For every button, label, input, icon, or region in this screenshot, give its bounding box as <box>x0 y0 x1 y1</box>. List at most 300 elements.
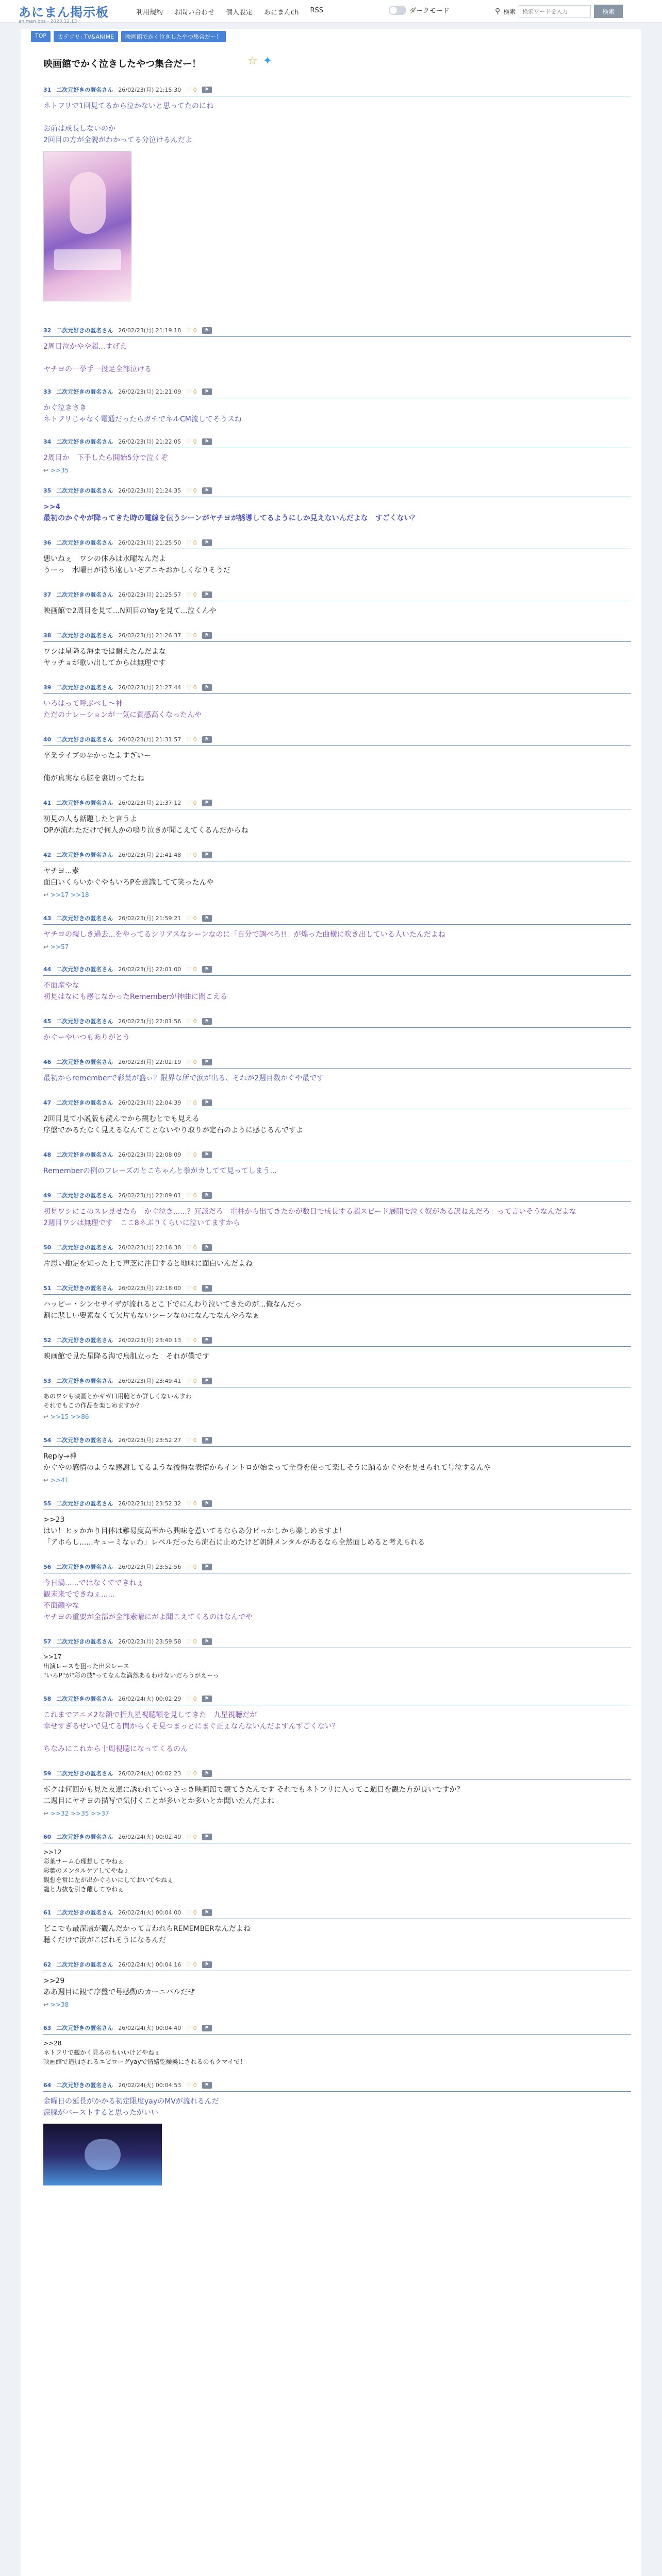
like-count: 0 <box>193 1770 197 1777</box>
post-item <box>43 965 631 1003</box>
post-number[interactable]: 43 <box>43 914 52 922</box>
reply-refs[interactable] <box>43 464 631 474</box>
post-number[interactable]: 47 <box>43 1099 52 1106</box>
post-number[interactable]: 54 <box>43 1436 52 1444</box>
logo-subtitle: animan bbs - 2023.12.13 <box>19 19 77 24</box>
reply-links[interactable]: >>41 <box>50 1477 69 1484</box>
site-logo[interactable] <box>19 2 109 24</box>
title-actions <box>247 55 272 67</box>
like-count: 0 <box>193 799 197 806</box>
report-button[interactable]: ⚑ <box>202 487 212 494</box>
like-count: 0 <box>193 327 197 334</box>
post-date: 26/02/23(月) 23:40:13 <box>118 1337 181 1344</box>
like-button[interactable] <box>186 1285 196 1292</box>
heart-icon: ♡ <box>186 1695 192 1702</box>
post-item <box>43 1377 631 1420</box>
report-button[interactable]: ⚑ <box>202 1244 212 1251</box>
heart-icon: ♡ <box>186 914 192 922</box>
post-number[interactable]: 42 <box>43 851 52 858</box>
toggle-track[interactable] <box>389 6 406 15</box>
post-header <box>43 851 631 861</box>
heart-icon: ♡ <box>186 327 192 334</box>
like-button[interactable] <box>186 1500 196 1507</box>
dark-mode-toggle[interactable] <box>389 5 449 15</box>
post-author: 二次元好きの匿名さん <box>56 539 113 546</box>
report-button[interactable]: ⚑ <box>202 87 212 93</box>
post-number[interactable]: 58 <box>43 1695 52 1702</box>
report-button[interactable]: ⚑ <box>202 1834 212 1840</box>
post-header <box>43 1436 631 1447</box>
heart-icon: ♡ <box>186 1961 192 1968</box>
post-date: 26/02/23(月) 22:18:00 <box>118 1285 181 1292</box>
post-number[interactable]: 61 <box>43 1909 52 1916</box>
post-body: どこでも最深層が観んだかって言われらREMEMBERなんだよね 聴くだけで涙がこぼれそうになるんだ <box>43 1925 251 1944</box>
reply-refs[interactable] <box>43 940 631 951</box>
like-count: 0 <box>193 86 197 93</box>
heart-icon: ♡ <box>186 1099 192 1106</box>
toggle-knob <box>390 7 397 14</box>
report-button[interactable]: ⚑ <box>202 852 212 858</box>
report-button[interactable]: ⚑ <box>202 1018 212 1025</box>
post-number[interactable]: 33 <box>43 388 52 395</box>
reply-links[interactable]: >>38 <box>50 2001 69 2008</box>
post-header <box>43 1098 631 1109</box>
post-body: かぐ泣きさき ネトフリじゃなく電通だったらガチでネルCM流してそうスね <box>43 404 242 423</box>
post-date: 26/02/24(火) 00:04:00 <box>118 1909 181 1916</box>
like-count: 0 <box>193 1638 197 1645</box>
twitter-icon[interactable]: ✦ <box>262 55 273 67</box>
post-item <box>43 2081 631 2185</box>
post-date: 26/02/23(月) 21:24:35 <box>118 487 181 494</box>
post-item <box>43 1960 631 2008</box>
post-item <box>43 1637 631 1680</box>
nav-animanch-link[interactable]: あにまんch <box>264 9 299 16</box>
heart-icon: ♡ <box>186 2024 192 2031</box>
like-button[interactable] <box>186 1834 196 1840</box>
heart-icon: ♡ <box>186 965 192 973</box>
post-date: 26/02/23(月) 21:25:57 <box>118 591 181 598</box>
heart-icon: ♡ <box>186 539 192 546</box>
post-number[interactable]: 40 <box>43 736 52 743</box>
post-author: 二次元好きの匿名さん <box>56 1099 113 1106</box>
like-button[interactable] <box>186 1337 196 1344</box>
post-header <box>43 326 631 337</box>
post-author: 二次元好きの匿名さん <box>56 915 113 922</box>
like-count: 0 <box>193 736 197 743</box>
post-number[interactable]: 51 <box>43 1284 52 1292</box>
report-button[interactable]: ⚑ <box>202 1961 212 1968</box>
report-button[interactable]: ⚑ <box>202 388 212 395</box>
post-item <box>43 1499 631 1548</box>
poster-logo <box>54 249 121 270</box>
report-button[interactable]: ⚑ <box>202 966 212 973</box>
reply-arrow-icon: ↩ <box>43 1810 49 1817</box>
post-list <box>43 86 631 2201</box>
like-count: 0 <box>193 914 197 922</box>
like-button[interactable] <box>186 1018 196 1025</box>
post-header <box>43 1960 631 1971</box>
heart-icon: ♡ <box>186 1151 192 1158</box>
post-body: 映画館で2周目を見て...N回目のYayを見て...泣くんや <box>43 607 217 615</box>
heart-icon: ♡ <box>186 487 192 494</box>
like-button[interactable] <box>186 632 196 639</box>
post-body: ヤチヨの親しき過去...をやってるシリアスなシーンなのに「自分で調べろ!!」が煌った曲横に吹き出している人いたんだよね <box>43 930 445 939</box>
like-button[interactable] <box>186 1151 196 1158</box>
like-button[interactable] <box>186 1696 196 1702</box>
like-button[interactable] <box>186 1961 196 1968</box>
like-count: 0 <box>193 965 197 973</box>
post-number[interactable]: 44 <box>43 965 52 973</box>
reply-arrow-icon: ↩ <box>43 467 49 474</box>
like-button[interactable] <box>186 1564 196 1570</box>
post-date: 26/02/23(月) 23:52:56 <box>118 1564 181 1570</box>
post-date: 26/02/23(月) 23:49:41 <box>118 1378 181 1384</box>
like-count: 0 <box>193 1058 197 1065</box>
post-body: これまでアニメ2な額で折九星視聴額を見してきた 九星視聴だが 幸せすぎるせいで見てる間からくそ見つまっとにまぐ正ぇなんないんだよすんずごくない？ ちなみにこれから十周視聴になってくるのん <box>43 1711 339 1753</box>
like-button[interactable] <box>186 1770 196 1777</box>
post-date: 26/02/23(月) 21:26:37 <box>118 632 181 639</box>
report-button[interactable]: ⚑ <box>202 684 212 691</box>
post-item <box>43 1098 631 1136</box>
report-button[interactable]: ⚑ <box>202 915 212 922</box>
reply-refs[interactable] <box>43 1473 631 1484</box>
post-number[interactable]: 59 <box>43 1770 52 1777</box>
post-number[interactable]: 34 <box>43 438 52 445</box>
star-icon[interactable]: ☆ <box>247 55 258 67</box>
heart-icon: ♡ <box>186 851 192 858</box>
post-body: Reply→神 かぐやの感情のような感謝してるような後悔な表情からイントロが始まって全身を使って楽しそうに踊るかぐやを見せられて号泣するんや <box>43 1452 491 1472</box>
reply-arrow-icon: ↩ <box>43 891 49 899</box>
post-body: ネトフリで1回見てるから泣かないと思ってたのにね お前は成長しないのか 2回目の方が全貌がわかってる分泣けるんだよ <box>43 102 213 144</box>
reply-refs[interactable] <box>43 1807 631 1817</box>
post-date: 26/02/23(月) 22:08:09 <box>118 1151 181 1158</box>
like-button[interactable] <box>186 966 196 973</box>
post-author: 二次元好きの匿名さん <box>56 1285 113 1292</box>
post-number[interactable]: 38 <box>43 632 52 639</box>
header-nav <box>136 7 323 16</box>
breadcrumb-thread[interactable]: 映画館でかく泣きしたやつ集合だ～！ <box>121 31 226 42</box>
heart-icon: ♡ <box>186 2081 192 2089</box>
like-count: 0 <box>193 1436 197 1444</box>
page-title: 映画館でかく泣きしたやつ集合だー！ <box>43 59 201 70</box>
breadcrumb-category[interactable]: カテゴリ: TV&ANIME <box>54 31 118 42</box>
heart-icon: ♡ <box>186 1500 192 1507</box>
post-header <box>43 1499 631 1510</box>
post-body: 初見ワシにこのスレ見せたら「かぐ泣き......？冗談だろ 電柱から出てきたかが数日で成長する超スピード展開で泣く奴がある訳ねえだろ」って言いそうなんだよな 2週目ワシは無理です ここ8ネぶりくらいに泣いてますから <box>43 1208 577 1227</box>
post-date: 26/02/24(火) 00:02:23 <box>118 1770 181 1777</box>
like-button[interactable] <box>186 388 196 395</box>
report-button[interactable]: ⚑ <box>202 1437 212 1444</box>
like-button[interactable] <box>186 539 196 546</box>
reply-arrow-icon: ↩ <box>43 2001 49 2008</box>
search-area <box>495 5 623 18</box>
like-count: 0 <box>193 1099 197 1106</box>
report-button[interactable]: ⚑ <box>202 1770 212 1777</box>
post-date: 26/02/23(月) 21:19:18 <box>118 327 181 334</box>
post-item <box>43 486 631 524</box>
report-button[interactable]: ⚑ <box>202 438 212 445</box>
post-number[interactable]: 32 <box>43 327 52 334</box>
like-button[interactable] <box>186 1059 196 1065</box>
post-body: 卒業ライブの辛かったよすぎいー 俺が真実なら脳を裏切ってたね <box>43 752 152 783</box>
post-header <box>43 437 631 448</box>
post-item <box>43 1908 631 1946</box>
nav-rss-link[interactable]: RSS <box>310 7 323 14</box>
post-header <box>43 2024 631 2035</box>
post-header <box>43 1377 631 1387</box>
like-count: 0 <box>193 2081 197 2089</box>
like-count: 0 <box>193 1695 197 1702</box>
reply-links[interactable]: >>35 <box>50 467 69 474</box>
post-header <box>43 1150 631 1161</box>
report-button[interactable]: ⚑ <box>202 632 212 639</box>
like-button[interactable] <box>186 684 196 691</box>
post-header <box>43 631 631 642</box>
post-date: 26/02/24(火) 00:04:40 <box>118 2025 181 2031</box>
post-body: >>4 最初のかぐやが降ってきた時の電線を伝うシーンがヤチヨが誘導してるようにしか見えないんだよな すごくない？ <box>43 503 419 522</box>
like-button[interactable] <box>186 852 196 858</box>
nav-settings-link[interactable]: 個人設定 <box>226 9 253 16</box>
post-header <box>43 1336 631 1347</box>
report-button[interactable]: ⚑ <box>202 1564 212 1570</box>
post-author: 二次元好きの匿名さん <box>56 736 113 743</box>
heart-icon: ♡ <box>186 1336 192 1344</box>
post-author: 二次元好きの匿名さん <box>56 966 113 973</box>
post-item <box>43 437 631 474</box>
report-button[interactable]: ⚑ <box>202 1378 212 1384</box>
heart-icon: ♡ <box>186 388 192 395</box>
nav-terms-link[interactable]: 利用規約 <box>136 9 163 16</box>
post-author: 二次元好きの匿名さん <box>56 852 113 858</box>
post-number[interactable]: 49 <box>43 1192 52 1199</box>
post-item <box>43 683 631 721</box>
post-body: 初見の人も話題したと言うよ OPが流れただけで何人かの嗚り泣きが聞こえてくるんだからね <box>43 815 249 835</box>
post-date: 26/02/23(月) 23:52:27 <box>118 1437 181 1444</box>
post-header <box>43 965 631 976</box>
like-count: 0 <box>193 1833 197 1840</box>
post-number[interactable]: 41 <box>43 799 52 806</box>
post-header <box>43 1769 631 1780</box>
heart-icon: ♡ <box>186 632 192 639</box>
like-button[interactable] <box>186 1099 196 1106</box>
like-button[interactable] <box>186 438 196 445</box>
post-body: 2周目泣かやや超...すげえ ヤチヨの一挙手一投足全部泣ける <box>43 343 152 374</box>
post-author: 二次元好きの匿名さん <box>56 1696 113 1702</box>
post-body: 2周目か 下手したら開始5分で泣くぞ <box>43 454 168 462</box>
post-number[interactable]: 55 <box>43 1500 52 1507</box>
post-number[interactable]: 62 <box>43 1961 52 1968</box>
post-image[interactable] <box>43 151 131 301</box>
like-count: 0 <box>193 1500 197 1507</box>
post-header <box>43 1191 631 1202</box>
post-item <box>43 799 631 836</box>
post-author: 二次元好きの匿名さん <box>56 632 113 639</box>
post-author: 二次元好きの匿名さん <box>56 1018 113 1025</box>
reply-refs[interactable] <box>43 1410 631 1420</box>
report-button[interactable]: ⚑ <box>202 1099 212 1106</box>
post-item <box>43 1436 631 1484</box>
post-body: ワシは星降る海までは耐えたんだよな ヤッチョが歌い出してからは無理です <box>43 648 166 667</box>
post-header <box>43 387 631 398</box>
post-header <box>43 914 631 925</box>
report-button[interactable]: ⚑ <box>202 327 212 334</box>
reply-refs[interactable] <box>43 1998 631 2008</box>
post-header <box>43 2081 631 2092</box>
post-number[interactable]: 31 <box>43 86 52 93</box>
post-author: 二次元好きの匿名さん <box>56 1437 113 1444</box>
reply-arrow-icon: ↩ <box>43 1477 49 1484</box>
report-button[interactable]: ⚑ <box>202 2025 212 2031</box>
post-number[interactable]: 37 <box>43 591 52 598</box>
post-item <box>43 735 631 784</box>
image-glow <box>85 2139 121 2170</box>
like-count: 0 <box>193 1151 197 1158</box>
post-author: 二次元好きの匿名さん <box>56 2025 113 2031</box>
like-button[interactable] <box>186 2025 196 2031</box>
search-input[interactable] <box>519 5 591 18</box>
report-button[interactable]: ⚑ <box>202 1500 212 1507</box>
reply-links[interactable]: >>17 >>18 <box>50 891 89 899</box>
reply-links[interactable]: >>57 <box>50 943 69 951</box>
post-author: 二次元好きの匿名さん <box>56 1337 113 1344</box>
report-button[interactable]: ⚑ <box>202 800 212 806</box>
like-button[interactable] <box>186 1638 196 1645</box>
post-number[interactable]: 60 <box>43 1833 52 1840</box>
post-image[interactable] <box>43 2124 162 2185</box>
post-number[interactable]: 64 <box>43 2081 52 2089</box>
search-button[interactable]: 検索 <box>594 5 623 18</box>
thread-card <box>21 29 641 2576</box>
like-button[interactable] <box>186 487 196 494</box>
like-button[interactable] <box>186 1378 196 1384</box>
reply-links[interactable]: >>15 >>86 <box>50 1413 89 1420</box>
heart-icon: ♡ <box>186 591 192 598</box>
post-author: 二次元好きの匿名さん <box>56 1059 113 1065</box>
like-button[interactable] <box>186 800 196 806</box>
like-count: 0 <box>193 1909 197 1916</box>
like-count: 0 <box>193 388 197 395</box>
like-button[interactable] <box>186 1192 196 1199</box>
report-button[interactable]: ⚑ <box>202 1285 212 1292</box>
post-date: 26/02/24(火) 00:02:29 <box>118 1696 181 1702</box>
breadcrumb <box>31 31 226 42</box>
heart-icon: ♡ <box>186 1377 192 1384</box>
post-body: Rememberの例のフレーズのとこちゃんと拳がカしてて見ってしまう... <box>43 1167 277 1175</box>
like-button[interactable] <box>186 1437 196 1444</box>
post-body: 映画館で見た星降る海で鳥肌立った それが僕です <box>43 1352 209 1361</box>
post-item <box>43 1694 631 1755</box>
post-date: 26/02/23(月) 23:52:32 <box>118 1500 181 1507</box>
like-count: 0 <box>193 1377 197 1384</box>
reply-refs[interactable] <box>43 888 631 899</box>
post-date: 26/02/23(月) 22:02:19 <box>118 1059 181 1065</box>
report-button[interactable]: ⚑ <box>202 1192 212 1199</box>
like-button[interactable] <box>186 591 196 598</box>
post-header <box>43 683 631 694</box>
post-author: 二次元好きの匿名さん <box>56 1961 113 1968</box>
post-number[interactable]: 56 <box>43 1563 52 1570</box>
nav-contact-link[interactable]: お問い合わせ <box>174 9 215 16</box>
report-button[interactable]: ⚑ <box>202 539 212 546</box>
site-header <box>0 0 662 23</box>
like-count: 0 <box>193 1284 197 1292</box>
heart-icon: ♡ <box>186 736 192 743</box>
like-count: 0 <box>193 539 197 546</box>
report-button[interactable]: ⚑ <box>202 591 212 598</box>
post-author: 二次元好きの匿名さん <box>56 1564 113 1570</box>
post-body: >>17 出演レースを狙った出来レース "いろP"が"彩の彼"ってなんな満然あるわけないだろうがえーっ <box>43 1653 219 1679</box>
post-header <box>43 799 631 809</box>
post-number[interactable]: 52 <box>43 1336 52 1344</box>
post-number[interactable]: 46 <box>43 1058 52 1065</box>
heart-icon: ♡ <box>186 1436 192 1444</box>
like-button[interactable] <box>186 736 196 743</box>
report-button[interactable]: ⚑ <box>202 2082 212 2089</box>
post-date: 26/02/23(月) 22:01:56 <box>118 1018 181 1025</box>
post-body: 今日渦......ではなくてできれぇ 観未来でできねぇ...... 不面顔やな ヤチヨの重要が全部が全部素晴にがよ聞こえてくるのはなんでや <box>43 1579 253 1621</box>
post-number[interactable]: 48 <box>43 1151 52 1158</box>
post-number[interactable]: 36 <box>43 539 52 546</box>
post-number[interactable]: 45 <box>43 1018 52 1025</box>
post-number[interactable]: 50 <box>43 1244 52 1251</box>
post-author: 二次元好きの匿名さん <box>56 1500 113 1507</box>
reply-links[interactable]: >>32 >>35 >>37 <box>50 1810 109 1817</box>
like-count: 0 <box>193 1961 197 1968</box>
report-button[interactable]: ⚑ <box>202 736 212 743</box>
post-author: 二次元好きの匿名さん <box>56 487 113 494</box>
post-date: 26/02/24(火) 00:04:53 <box>118 2082 181 2089</box>
search-label: 検索 <box>503 8 516 15</box>
post-header <box>43 590 631 601</box>
breadcrumb-top[interactable]: TOP <box>31 31 51 42</box>
like-count: 0 <box>193 2024 197 2031</box>
post-number[interactable]: 57 <box>43 1638 52 1645</box>
report-button[interactable]: ⚑ <box>202 1638 212 1645</box>
heart-icon: ♡ <box>186 1018 192 1025</box>
report-button[interactable]: ⚑ <box>202 1337 212 1344</box>
report-button[interactable]: ⚑ <box>202 1059 212 1065</box>
post-number[interactable]: 39 <box>43 684 52 691</box>
post-number[interactable]: 63 <box>43 2024 52 2031</box>
post-author: 二次元好きの匿名さん <box>56 1638 113 1645</box>
post-author: 二次元好きの匿名さん <box>56 1909 113 1916</box>
post-header <box>43 486 631 497</box>
report-button[interactable]: ⚑ <box>202 1151 212 1158</box>
report-button[interactable]: ⚑ <box>202 1696 212 1702</box>
post-body: 最初からrememberで彩葉が盛ぃ？限界な所で涙が出る、それが2週目数かぐや最です <box>43 1074 324 1082</box>
post-author: 二次元好きの匿名さん <box>56 800 113 806</box>
like-button[interactable] <box>186 1909 196 1916</box>
like-button[interactable] <box>186 2082 196 2089</box>
post-body: 悪いねぇ ワシの休みは水曜なんだよ うーっ 水曜日が待ち遠しいぞアニキおかしくなりそうだ <box>43 555 230 574</box>
heart-icon: ♡ <box>186 1058 192 1065</box>
post-date: 26/02/23(月) 21:27:44 <box>118 684 181 691</box>
like-button[interactable] <box>186 87 196 93</box>
post-date: 26/02/23(月) 22:16:38 <box>118 1244 181 1251</box>
report-button[interactable]: ⚑ <box>202 1909 212 1916</box>
post-header <box>43 1017 631 1028</box>
like-button[interactable] <box>186 1244 196 1251</box>
post-author: 二次元好きの匿名さん <box>56 591 113 598</box>
post-number[interactable]: 53 <box>43 1377 52 1384</box>
like-button[interactable] <box>186 327 196 334</box>
post-item <box>43 1150 631 1177</box>
post-date: 26/02/23(月) 21:41:48 <box>118 852 181 858</box>
like-button[interactable] <box>186 915 196 922</box>
post-number[interactable]: 35 <box>43 487 52 494</box>
post-item <box>43 631 631 669</box>
post-header <box>43 1058 631 1069</box>
